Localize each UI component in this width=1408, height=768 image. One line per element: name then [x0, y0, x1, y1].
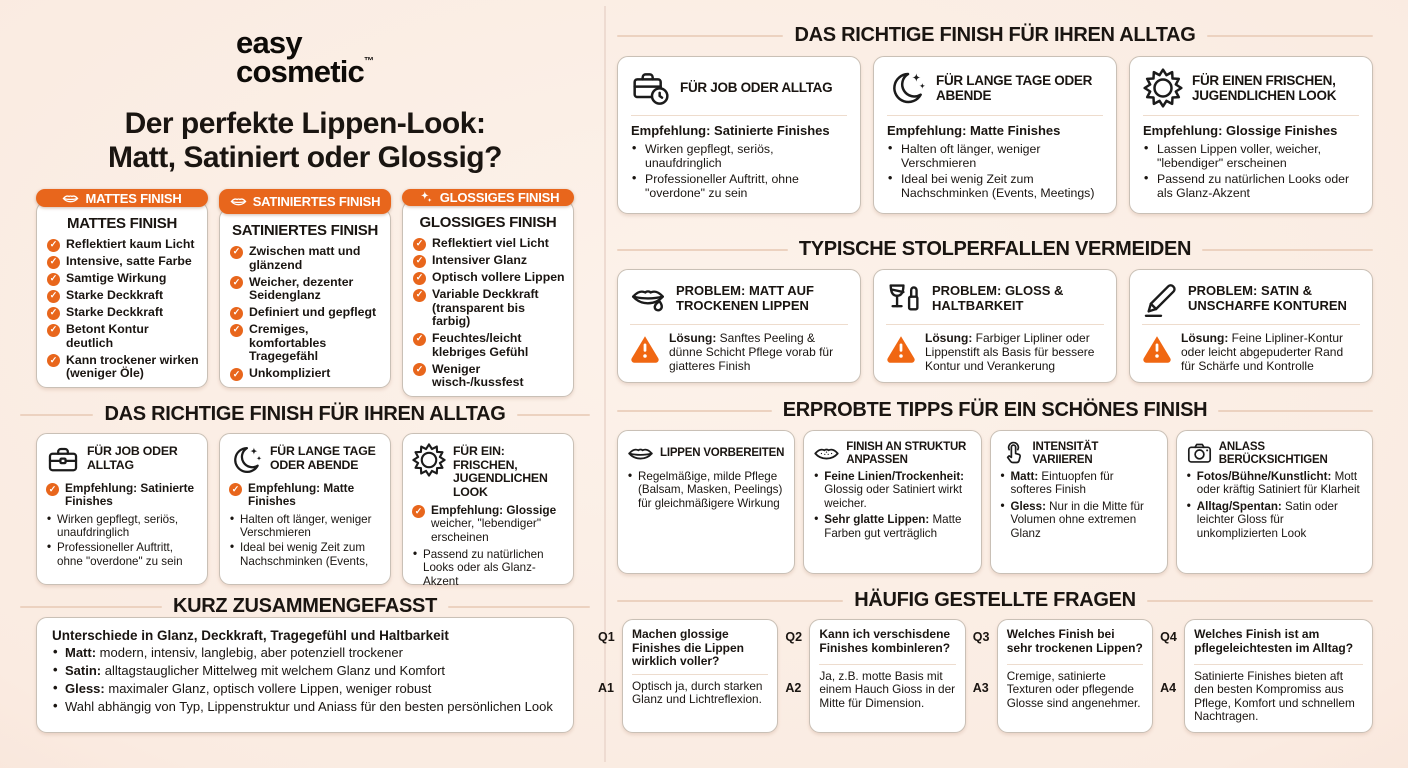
camera-icon — [1186, 440, 1213, 467]
check-icon — [47, 239, 60, 252]
bullet-item: • Ideal bei wenig Zeit zum Nachschminken (Events, Meetings) — [887, 172, 1103, 200]
bullet-item: • Ideal bei wenig Zeit zum Nachschminken (Events, — [229, 541, 381, 568]
recommendation: ✓ Empfehlung: Matte Finishes — [229, 482, 381, 509]
brand-line1: easy — [236, 25, 302, 60]
card-intensitaet: INTENSITÄT VARIIEREN • Matt: Eintuopfen für softeres Finish • Gless: Nur in die Mitte für Volumen ohne extremen Glanz — [990, 430, 1168, 574]
card-title: GLOSSIGES FINISH — [419, 214, 557, 231]
check-icon — [47, 354, 60, 367]
faq-labels — [1160, 619, 1182, 733]
faq-card — [622, 619, 778, 733]
faq-answer: Cremige, satinierte Texturen oder pflegende Glosse sind angenehmer. — [1006, 669, 1141, 710]
sparkle-icon — [417, 189, 434, 206]
answer-label: A3 — [972, 681, 989, 695]
solution-text: Lösung: Sanftes Peeling & dünne Schicht Pflege vorab für giatteres Finish — [669, 331, 834, 374]
divider-line — [1147, 600, 1373, 602]
divider-line — [1007, 664, 1143, 665]
finish-header-gloss: GLOSSIGES FINISH — [402, 189, 574, 206]
question-label: Q1 — [598, 630, 615, 644]
lips-drop-icon — [630, 280, 668, 318]
recommendation: ✓ Empfehlung: Satinierte Finishes — [46, 482, 198, 509]
bullet-item: • Halten oft länger, weniger Verschmieren — [887, 142, 1103, 170]
left-alltag-cards — [36, 433, 574, 588]
section-heading-pitfalls: TYPISCHE STOLPERFALLEN VERMEIDEN — [617, 238, 1373, 261]
divider-line — [1207, 35, 1373, 37]
warning-icon — [630, 333, 660, 363]
pencil-icon — [1142, 280, 1180, 318]
finish-item: ✓ Betont Kontur deutlich — [47, 323, 199, 350]
brand-line2: cosmetic™ — [236, 54, 374, 90]
bullet-item: • Matt: Eintuopfen für softeres Finish — [1000, 470, 1158, 497]
card-problem-matt: PROBLEM: MATT AUF TROCKENEN LIPPEN Lösung: Sanftes Peeling & dünne Schicht Pflege vorab für giatteres Finish — [617, 269, 861, 383]
finish-item: ✓ Weicher, dezenter Seidenglanz — [230, 276, 382, 303]
lips-icon — [62, 190, 79, 207]
divider-line — [632, 674, 768, 675]
bullet-item: • Wirken gepflegt, seriös, unaufdringlich — [631, 142, 847, 170]
divider-line — [1202, 249, 1373, 251]
card-job-alltag: FÜR JOB ODER ALLTAG Empfehlung: Satinierte Finishes • Wirken gepflegt, seriös, unaufdringlich • Professioneller Auftritt, ohne "overdone" zu sein — [617, 56, 861, 214]
faq-question: Welches Finish bei sehr trockenen Lippen? — [1006, 627, 1143, 655]
bullet-item: • Wahl abhängig von Typ, Lippenstruktur und Aniass für den besten persönlichen Look — [52, 700, 558, 715]
finish-item: ✓ Variable Deckkraft (transparent bis farbig) — [413, 288, 565, 329]
finish-item: ✓ Unkompliziert — [230, 367, 382, 381]
divider-line — [630, 324, 848, 325]
divider-line — [1142, 324, 1360, 325]
recommendation: ✓ Empfehlung: Glossige weicher, "lebendiger" erscheinen — [412, 504, 564, 544]
divider-line — [819, 664, 955, 665]
finish-column-matt — [36, 189, 208, 388]
check-icon — [47, 324, 60, 337]
divider-line — [20, 606, 162, 608]
faq-answer: Optisch ja, durch starken Glanz und Lichtreflexion. — [632, 678, 763, 706]
bullet-item: • Alltag/Spentan: Satin oder leichter Gloss für unkomplizierten Look — [1186, 500, 1363, 540]
recommendation: Empfehlung: Glossige Finishes — [1143, 123, 1338, 138]
moon-sparkle-icon — [229, 443, 263, 477]
divider-line — [517, 414, 590, 416]
finish-item: ✓ Kann trockener wirken (weniger Öle) — [47, 354, 199, 381]
divider-line — [617, 249, 788, 251]
faq-answer: Ja, z.B. motte Basis mit einem Hauch Gioss in der Mitte für Dimension. — [819, 669, 956, 710]
check-icon — [413, 238, 426, 251]
check-icon — [413, 272, 426, 285]
finish-item: ✓ Intensiver Glanz — [413, 254, 565, 268]
sun-icon — [412, 443, 446, 477]
divider-line — [1194, 664, 1363, 665]
bullet-item: • Professioneller Auftritt, ohne "overdone" zu sein — [46, 541, 198, 568]
divider-line — [1143, 115, 1359, 116]
check-icon — [413, 333, 426, 346]
divider-line — [20, 414, 93, 416]
warning-icon — [886, 333, 916, 363]
card-problem-gloss: PROBLEM: GLOSS & HALTBARKEIT Lösung: Farbiger Lipliner oder Lippenstift als Basis für bessere Kontur und Verankerung — [873, 269, 1117, 383]
finish-column-gloss — [402, 189, 574, 388]
question-label: Q2 — [785, 630, 803, 644]
finish-item: ✓ Cremiges, komfortables Tragegefähl — [230, 323, 382, 364]
bullet-item: • Gless: maximaler Glanz, optisch vollere Lippen, weniger robust — [52, 682, 558, 697]
summary-box — [36, 617, 574, 733]
divider-line — [887, 115, 1103, 116]
finish-item: ✓ Reflektiert viel Licht — [413, 237, 565, 251]
bullet-item: • Halten oft länger, weniger Verschmieren — [229, 513, 381, 540]
check-icon — [412, 505, 425, 518]
tap-hand-icon — [1000, 440, 1027, 467]
finish-header-satin: SATINIERTES FINISH — [219, 189, 391, 214]
glass-lipstick-icon — [886, 280, 924, 318]
bullet-item: • Satin: alltagstauglicher Mittelweg mit welchem Glanz und Komfort — [52, 664, 558, 679]
finish-item: ✓ Feuchtes/leicht klebriges Gefühl — [413, 332, 565, 359]
divider-line — [617, 410, 772, 412]
bullet-item: • Feine Linien/Trockenheit: Glossig oder Satiniert wirkt weicher. — [813, 470, 971, 510]
card-title: MATTES FINISH — [67, 215, 177, 233]
check-icon — [230, 276, 243, 289]
check-icon — [229, 483, 242, 496]
sun-icon — [1143, 68, 1183, 108]
solution-text: Lösung: Farbiger Lipliner oder Lippenstift als Basis für bessere Kontur und Verankerung — [925, 331, 1095, 374]
bullet-item: • Lassen Lippen voller, weicher, "lebendiger" erscheinen — [1143, 142, 1359, 170]
bullet-item: • Gless: Nur in die Mitte für Volumen ohne extremen Glanz — [1000, 500, 1158, 540]
finish-header-matt: MATTES FINISH — [36, 189, 208, 207]
finish-item: ✓ Zwischen matt und glänzend — [230, 245, 382, 272]
pitfall-cards — [617, 269, 1373, 383]
check-icon — [413, 363, 426, 376]
bullet-item: • Professioneller Auftritt, ohne "overdone" zu sein — [631, 172, 847, 200]
lips-icon — [230, 193, 247, 210]
card-job-alltag: FÜR JOB ODER ALLTAG ✓ Empfehlung: Satinierte Finishes • Wirken gepflegt, seriös, unaufdringlich • Professioneller Auftritt, ohne "overdone" zu sein — [36, 433, 208, 585]
summary-intro: Unterschiede in Glanz, Deckkraft, Tragegefühl und Haltbarkeit — [52, 628, 449, 643]
finish-item: ✓ Intensive, satte Farbe — [47, 255, 199, 269]
section-heading-faq: HÄUFIG GESTELLTE FRAGEN — [617, 589, 1373, 612]
check-icon — [47, 290, 60, 303]
card-frischer-look: FÜR EINEN FRISCHEN, JUGENDLICHEN LOOK Empfehlung: Glossige Finishes • Lassen Lippen voller, weicher, "lebendiger" erscheinen • Passend zu natürlichen Looks oder als Glanz-Akzent — [1129, 56, 1373, 214]
divider-line — [617, 35, 783, 37]
finish-item: ✓ Definiert und gepflegt — [230, 306, 382, 320]
solution-text: Lösung: Feine Lipliner-Kontur oder leicht abgepuderter Rand für Schärfe und Kontrolle — [1181, 331, 1344, 374]
bullet-item: • Matt: modern, intensiv, langlebig, aber potenziell trockener — [52, 646, 558, 661]
card-finish-struktur: FINISH AN STRUKTUR ANPASSEN • Feine Linien/Trockenheit: Glossig oder Satiniert wirkt weicher. • Sehr glatte Lippen: Matte Farben gut verträglich — [803, 430, 981, 574]
tips-cards — [617, 430, 1373, 574]
faq-card — [1184, 619, 1373, 733]
divider-line — [631, 115, 847, 116]
card-lippen-vorbereiten: LIPPEN VORBEREITEN • Regelmäßige, milde Pflege (Balsam, Masken, Peelings) für gleichmäßigere Wirkung — [617, 430, 795, 574]
card-lange-tage: FÜR LANGE TAGE ODER ABENDE Empfehlung: Matte Finishes • Halten oft länger, weniger Verschmieren • Ideal bei wenig Zeit zum Nachschminken (Events, Meetings) — [873, 56, 1117, 214]
brand-logo — [36, 25, 574, 90]
card-problem-satin: PROBLEM: SATIN & UNSCHARFE KONTUREN Lösung: Feine Lipliner-Kontur oder leicht abgepuderter Rand für Schärfe und Kontrolle — [1129, 269, 1373, 383]
faq-labels — [973, 619, 995, 733]
finish-item: ✓ Starke Deckkraft — [47, 306, 199, 320]
faq-question: Machen glossige Finishes die Lippen wirklich voller? — [632, 627, 745, 669]
divider-line — [617, 600, 843, 602]
finish-card-gloss — [402, 200, 574, 397]
finish-item: ✓ Reflektiert kaum Licht — [47, 238, 199, 252]
divider-line — [448, 606, 590, 608]
check-icon — [47, 256, 60, 269]
check-icon — [413, 255, 426, 268]
check-icon — [413, 289, 426, 302]
finish-card-satin — [219, 208, 391, 388]
check-icon — [230, 246, 243, 259]
recommendation: Empfehlung: Matte Finishes — [887, 123, 1061, 138]
faq-group-1 — [598, 619, 778, 733]
answer-label: A2 — [785, 681, 802, 695]
finish-item: ✓ Optisch vollere Lippen — [413, 271, 565, 285]
recommendation: Empfehlung: Satinierte Finishes — [631, 123, 830, 138]
bullet-item: • Passend zu natürlichen Looks oder als Glanz-Akzent — [412, 548, 564, 588]
check-icon — [230, 307, 243, 320]
section-heading-left-alltag: DAS RICHTIGE FINISH FÜR IHREN ALLTAG — [20, 403, 590, 426]
card-anlass: ANLASS BERÜCKSICHTIGEN • Fotos/Bühne/Kunstlicht: Mott oder kräftig Satiniert für Klarheit • Alltag/Spentan: Satin oder leichter Gloss für unkomplizierten Look — [1176, 430, 1373, 574]
faq-card — [809, 619, 965, 733]
answer-label: A1 — [598, 681, 614, 695]
briefcase-icon — [46, 443, 80, 477]
card-title: SATINIERTES FINISH — [232, 222, 378, 240]
check-icon — [46, 483, 59, 496]
section-heading-tips: ERPROBTE TIPPS FÜR EIN SCHÖNES FINISH — [617, 399, 1373, 422]
faq-group-2 — [785, 619, 965, 733]
faq-table — [598, 619, 1373, 733]
answer-label: A4 — [1160, 681, 1177, 695]
trademark: ™ — [364, 56, 374, 68]
finish-card-matt — [36, 201, 208, 388]
check-icon — [230, 324, 243, 337]
faq-question: Welches Finish ist am pflegeleichtesten im Alltag? — [1194, 627, 1354, 655]
right-alltag-cards — [617, 56, 1373, 214]
briefcase-clock-icon — [631, 68, 671, 108]
question-label: Q3 — [972, 630, 990, 644]
check-icon — [47, 307, 60, 320]
check-icon — [47, 273, 60, 286]
section-heading-summary: KURZ ZUSAMMENGEFASST — [20, 595, 590, 618]
faq-labels — [785, 619, 807, 733]
bullet-item: • Wirken gepflegt, seriös, unaufdringlich — [46, 513, 198, 540]
divider-line — [1218, 410, 1373, 412]
card-lange-tage: FÜR LANGE TAGE ODER ABENDE ✓ Empfehlung: Matte Finishes • Halten oft länger, weniger Verschmieren • Ideal bei wenig Zeit zum Nachschminken (Events, — [219, 433, 391, 585]
bullet-item: • Regelmäßige, milde Pflege (Balsam, Masken, Peelings) für gleichmäßigere Wirkung — [627, 470, 785, 510]
faq-card — [997, 619, 1153, 733]
card-frischer-look: FÜR EIN: FRISCHEN, JUGENDLICHEN LOOK ✓ Empfehlung: Glossige weicher, "lebendiger" erscheinen • Passend zu natürlichen Looks oder als Glanz-Akzent — [402, 433, 574, 585]
finish-column-satin — [219, 189, 391, 388]
finish-item: ✓ Samtige Wirkung — [47, 272, 199, 286]
faq-group-4 — [1160, 619, 1373, 733]
finish-item: ✓ Starke Deckkraft — [47, 289, 199, 303]
lips-dotted-icon — [813, 440, 840, 467]
finish-item: ✓ Weniger wisch-/kussfest — [413, 363, 565, 390]
bullet-item: • Fotos/Bühne/Kunstlicht: Mott oder kräftig Satiniert für Klarheit — [1186, 470, 1363, 497]
faq-group-3 — [973, 619, 1153, 733]
faq-labels — [598, 619, 620, 733]
question-label: Q4 — [1160, 630, 1177, 644]
moon-sparkle-icon — [887, 68, 927, 108]
divider-line — [886, 324, 1104, 325]
bullet-item: • Passend zu natürlichen Looks oder als Glanz-Akzent — [1143, 172, 1359, 200]
bullet-item: • Sehr glatte Lippen: Matte Farben gut verträglich — [813, 513, 971, 540]
section-heading-right-alltag: DAS RICHTIGE FINISH FÜR IHREN ALLTAG — [617, 24, 1373, 47]
faq-question: Kann ich verschisdene Finishes kombinleren? — [819, 627, 951, 655]
finish-comparison — [36, 189, 574, 388]
warning-icon — [1142, 333, 1172, 363]
page-title: Der perfekte Lippen-Look: Matt, Satiniert oder Glossig? — [108, 107, 502, 174]
faq-answer: Satinierte Finishes bieten aft den besten Kompromiss aus Pflege, Komfort und schnellem Nachtragen. — [1194, 669, 1355, 723]
lips-icon — [627, 440, 654, 467]
check-icon — [230, 368, 243, 381]
